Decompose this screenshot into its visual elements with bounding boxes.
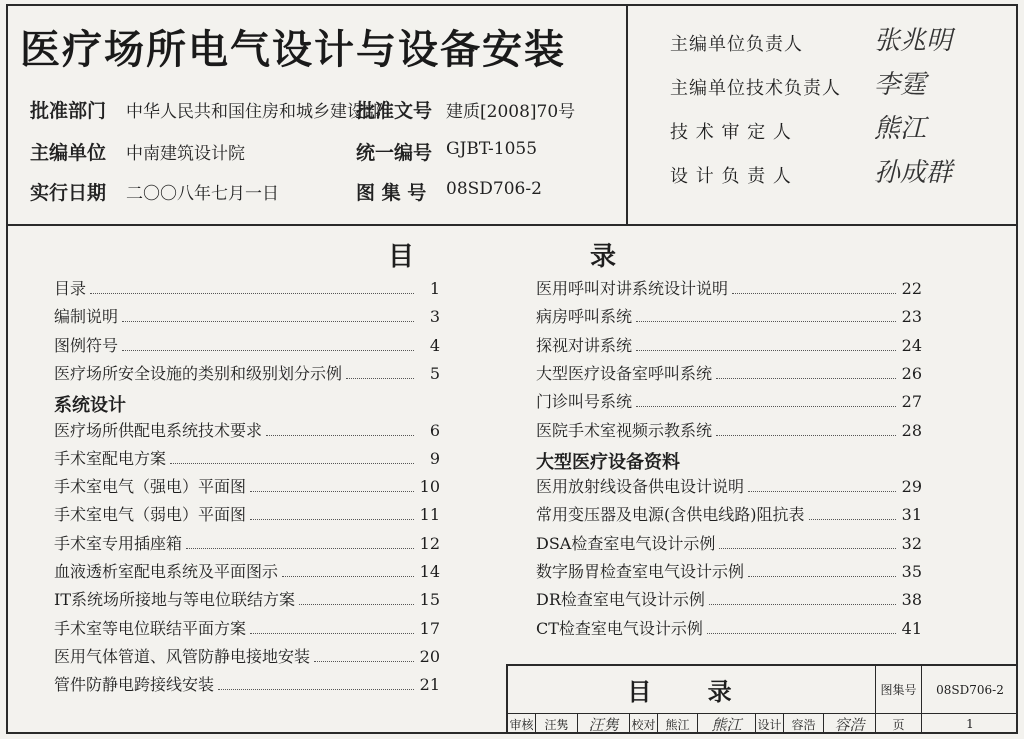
toc-entry-title: 目录 xyxy=(54,279,87,298)
toc-entry-page: 11 xyxy=(419,505,440,524)
toc-entry-title: 大型医疗设备室呼叫系统 xyxy=(536,364,713,383)
toc-entry-page: 41 xyxy=(901,619,922,638)
responsible-role-3: 技 术 审 定 人 xyxy=(670,122,792,143)
toc-leader-dots xyxy=(282,564,414,577)
toc-entry-page: 9 xyxy=(429,449,440,468)
toc-entry[interactable] xyxy=(54,644,440,670)
responsible-role-1: 主编单位负责人 xyxy=(670,34,803,55)
toc-entry-title: IT系统场所接地与等电位联结方案 xyxy=(54,590,295,609)
toc-leader-dots xyxy=(748,479,896,492)
signature-4: 孙成群 xyxy=(874,158,953,188)
toc-entry-title: 手术室电气（强电）平面图 xyxy=(54,477,247,496)
toc-entry-title: 门诊叫号系统 xyxy=(536,392,633,411)
toc-entry-title: 医用放射线设备供电设计说明 xyxy=(536,477,745,496)
check-label: 校对 xyxy=(630,714,658,734)
responsibles-block xyxy=(626,4,1018,226)
atlas-no-value: 08SD706-2 xyxy=(446,179,542,199)
toc-leader-dots xyxy=(732,281,896,294)
titleblock-atlas-label: 图集号 xyxy=(876,666,922,714)
toc-entry[interactable] xyxy=(536,418,922,444)
toc-entry-title: 手术室配电方案 xyxy=(54,449,167,468)
toc-leader-dots xyxy=(250,621,414,634)
review-signature: 汪隽 xyxy=(578,714,630,734)
toc-entry[interactable] xyxy=(54,361,440,387)
approval-no-value: 建质[2008]70号 xyxy=(446,102,576,122)
toc-entry-page: 31 xyxy=(901,505,922,524)
toc-leader-dots xyxy=(636,338,896,351)
toc-entry-page: 26 xyxy=(901,364,922,383)
toc-entry[interactable] xyxy=(54,474,440,500)
check-name: 熊江 xyxy=(658,714,698,734)
toc-leader-dots xyxy=(346,366,414,379)
toc-heading-left: 目 xyxy=(388,242,415,272)
toc-section-heading: 大型医疗设备资料 xyxy=(536,452,680,473)
toc-entry-page: 3 xyxy=(429,307,440,326)
toc-entry-page: 22 xyxy=(901,279,922,298)
toc-entry[interactable] xyxy=(536,389,922,415)
toc-entry-page: 27 xyxy=(901,392,922,411)
toc-entry-page: 28 xyxy=(901,421,922,440)
effective-date-value: 二〇〇八年七月一日 xyxy=(126,184,279,204)
toc-entry-title: 常用变压器及电源(含供电线路)阻抗表 xyxy=(536,505,805,524)
toc-entry[interactable] xyxy=(536,304,922,330)
toc-entry[interactable] xyxy=(536,361,922,387)
toc-entry-title: 图例符号 xyxy=(54,336,119,355)
design-signature: 容浩 xyxy=(824,714,876,734)
toc-entry-page: 24 xyxy=(901,336,922,355)
toc-leader-dots xyxy=(636,309,896,322)
toc-entry-page: 12 xyxy=(419,534,440,553)
toc-leader-dots xyxy=(299,592,414,605)
design-name: 容浩 xyxy=(784,714,824,734)
toc-leader-dots xyxy=(250,507,414,520)
toc-entry[interactable] xyxy=(536,587,922,613)
toc-leader-dots xyxy=(122,309,414,322)
toc-right-column xyxy=(536,276,922,646)
editor-unit-value: 中南建筑设计院 xyxy=(126,144,245,164)
design-label: 设计 xyxy=(756,714,784,734)
toc-leader-dots xyxy=(707,621,896,634)
toc-leader-dots xyxy=(748,564,896,577)
toc-leader-dots xyxy=(170,451,414,464)
toc-entry[interactable] xyxy=(536,559,922,585)
approval-dept-value: 中华人民共和国住房和城乡建设部 xyxy=(126,102,381,122)
toc-entry-page: 14 xyxy=(419,562,440,581)
toc-entry[interactable] xyxy=(536,333,922,359)
toc-entry-title: DR检查室电气设计示例 xyxy=(536,590,705,609)
toc-entry-page: 6 xyxy=(429,421,440,440)
review-name: 汪隽 xyxy=(536,714,578,734)
toc-entry[interactable] xyxy=(54,502,440,528)
unified-no-label: 统一编号 xyxy=(356,142,433,164)
toc-entry-page: 15 xyxy=(419,590,440,609)
signature-3: 熊江 xyxy=(874,114,927,144)
toc-leader-dots xyxy=(719,536,896,549)
toc-entry-title: 血液透析室配电系统及平面图示 xyxy=(54,562,279,581)
toc-entry[interactable] xyxy=(536,502,922,528)
toc-entry-title: DSA检查室电气设计示例 xyxy=(536,534,716,553)
toc-leader-dots xyxy=(716,366,896,379)
toc-entry-title: 手术室等电位联结平面方案 xyxy=(54,619,247,638)
approval-dept-label: 批准部门 xyxy=(30,100,107,122)
toc-entry-title: 医院手术室视频示教系统 xyxy=(536,421,713,440)
toc-leader-dots xyxy=(709,592,896,605)
responsible-role-4: 设 计 负 责 人 xyxy=(670,166,792,187)
toc-entry[interactable] xyxy=(54,672,440,698)
toc-entry-title: 编制说明 xyxy=(54,307,119,326)
toc-entry[interactable] xyxy=(54,304,440,330)
editor-unit-label: 主编单位 xyxy=(30,142,107,164)
toc-leader-dots xyxy=(186,536,414,549)
toc-entry-title: 管件防静电跨接线安装 xyxy=(54,675,215,694)
toc-entry-title: 探视对讲系统 xyxy=(536,336,633,355)
toc-left-column xyxy=(54,276,440,696)
unified-no-value: GJBT-1055 xyxy=(446,139,538,159)
toc-entry-title: 医疗场所供配电系统技术要求 xyxy=(54,421,263,440)
toc-entry-page: 5 xyxy=(429,364,440,383)
document-title: 医疗场所电气设计与设备安装 xyxy=(20,27,566,73)
toc-entry-title: 病房呼叫系统 xyxy=(536,307,633,326)
toc-entry[interactable] xyxy=(54,616,440,642)
toc-entry-title: 手术室专用插座箱 xyxy=(54,534,183,553)
toc-entry-title: 数字肠胃检查室电气设计示例 xyxy=(536,562,745,581)
toc-entry-title: 医疗场所安全设施的类别和级别划分示例 xyxy=(54,364,343,383)
toc-entry-title: 手术室电气（弱电）平面图 xyxy=(54,505,247,524)
toc-leader-dots xyxy=(218,677,414,690)
toc-entry-page: 38 xyxy=(901,590,922,609)
titleblock-atlas-value: 08SD706-2 xyxy=(922,666,1018,714)
toc-entry-title: 医用呼叫对讲系统设计说明 xyxy=(536,279,729,298)
toc-leader-dots xyxy=(314,649,414,662)
toc-entry[interactable] xyxy=(54,333,440,359)
review-label: 审核 xyxy=(508,714,536,734)
toc-entry-page: 29 xyxy=(901,477,922,496)
toc-entry[interactable] xyxy=(54,531,440,557)
toc-leader-dots xyxy=(809,507,897,520)
toc-section-heading: 系统设计 xyxy=(54,395,126,416)
toc-entry[interactable] xyxy=(54,559,440,585)
toc-entry[interactable] xyxy=(54,276,440,302)
toc-entry[interactable] xyxy=(54,446,440,472)
titleblock-title: 目 录 xyxy=(508,666,876,714)
title-block xyxy=(506,664,1018,734)
toc-leader-dots xyxy=(90,281,414,294)
toc-leader-dots xyxy=(122,338,414,351)
header-info-block xyxy=(6,4,628,226)
toc-leader-dots xyxy=(716,423,896,436)
toc-entry-title: CT检查室电气设计示例 xyxy=(536,619,703,638)
toc-entry-page: 17 xyxy=(419,619,440,638)
toc-leader-dots xyxy=(636,394,896,407)
signature-2: 李霆 xyxy=(874,70,927,100)
approval-no-label: 批准文号 xyxy=(356,100,433,122)
toc-entry-page: 10 xyxy=(419,477,440,496)
toc-leader-dots xyxy=(266,423,414,436)
toc-entry-page: 23 xyxy=(901,307,922,326)
effective-date-label: 实行日期 xyxy=(30,182,107,204)
check-signature: 熊江 xyxy=(698,714,756,734)
toc-entry[interactable] xyxy=(536,474,922,500)
toc-entry[interactable] xyxy=(54,418,440,444)
responsible-role-2: 主编单位技术负责人 xyxy=(670,78,841,99)
toc-entry-page: 35 xyxy=(901,562,922,581)
toc-leader-dots xyxy=(250,479,414,492)
page-label: 页 xyxy=(876,714,922,734)
signature-1: 张兆明 xyxy=(874,26,953,56)
toc-entry[interactable] xyxy=(536,276,922,302)
toc-entry-title: 医用气体管道、风管防静电接地安装 xyxy=(54,647,311,666)
toc-entry[interactable] xyxy=(536,531,922,557)
toc-entry[interactable] xyxy=(54,587,440,613)
atlas-no-label: 图 集 号 xyxy=(356,182,427,204)
toc-entry-page: 4 xyxy=(429,336,440,355)
page-value: 1 xyxy=(966,717,974,731)
toc-entry-page: 20 xyxy=(419,647,440,666)
toc-heading-right: 录 xyxy=(590,242,617,272)
toc-entry-page: 21 xyxy=(419,675,440,694)
toc-entry-page: 1 xyxy=(429,279,440,298)
toc-entry-page: 32 xyxy=(901,534,922,553)
toc-entry[interactable] xyxy=(536,616,922,642)
